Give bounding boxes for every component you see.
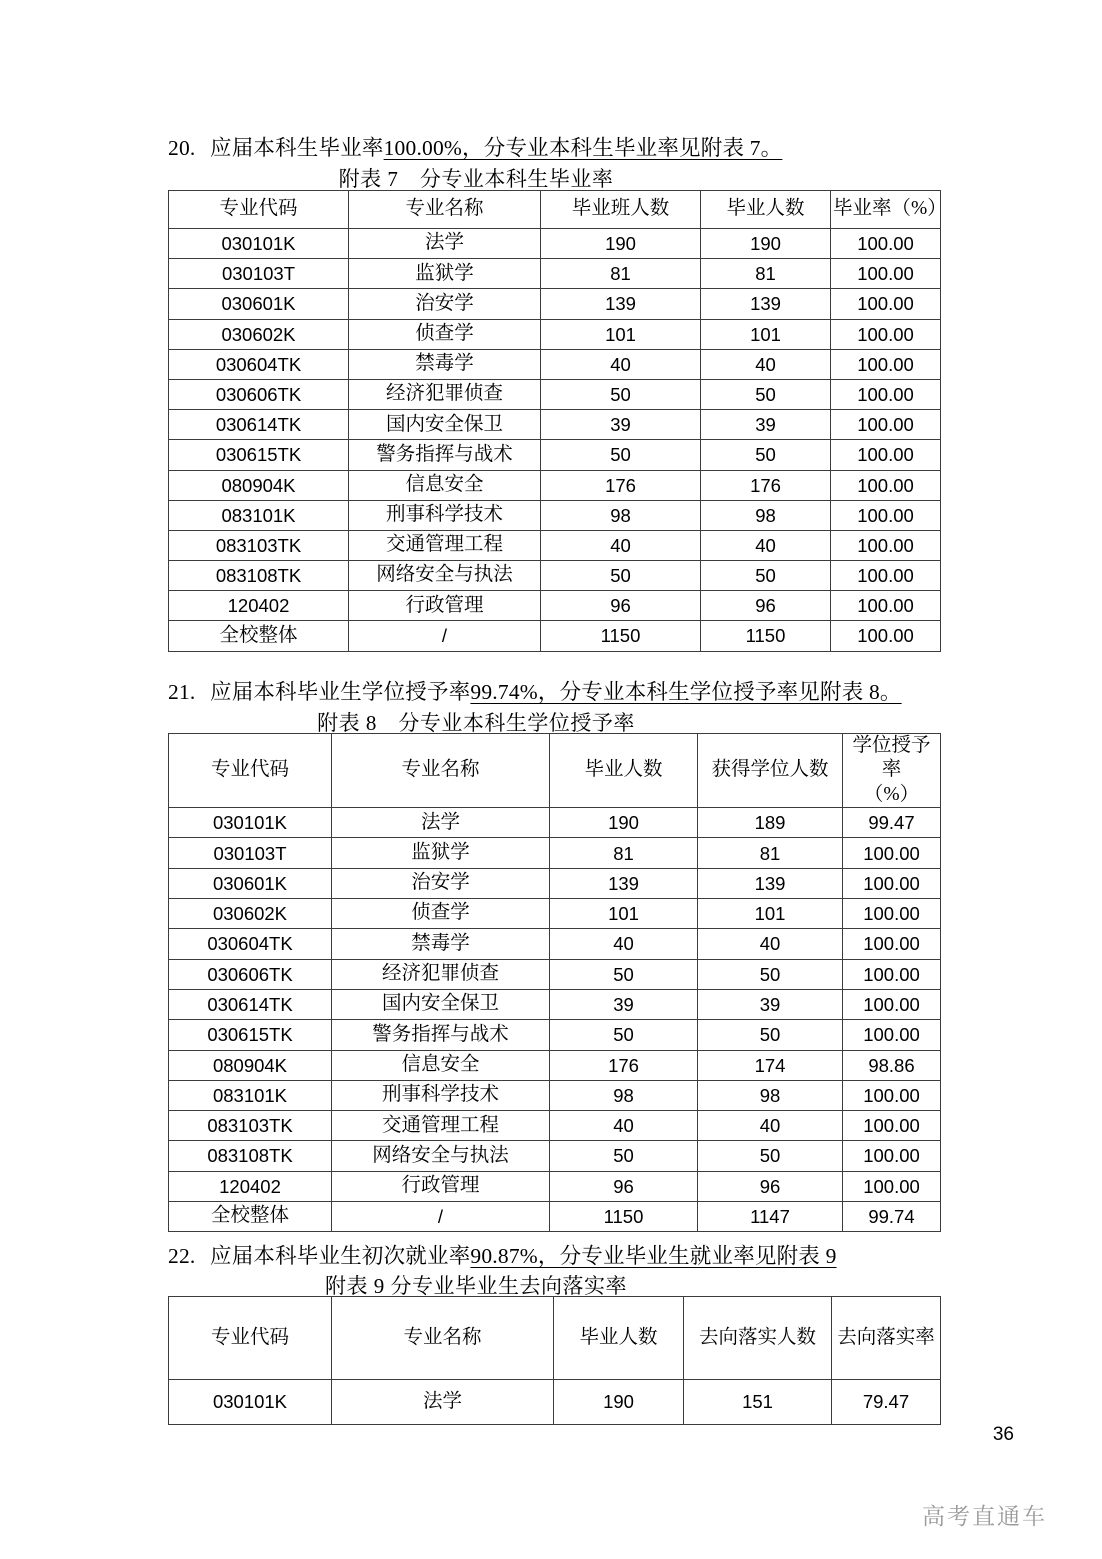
table-caption-8: 附表 8 分专业本科生学位授予率	[317, 711, 635, 735]
table-caption-9: 附表 9 分专业毕业生去向落实率	[325, 1274, 627, 1298]
cell-degree-recipients: 50	[698, 959, 843, 989]
column-header-placement-rate: 去向落实率	[832, 1297, 941, 1380]
table-row	[169, 1020, 941, 1050]
table-row	[169, 808, 941, 838]
cell-class-size: 81	[541, 259, 701, 289]
cell-major-name: 刑事科学技术	[332, 1080, 550, 1110]
cell-class-size: 96	[541, 591, 701, 621]
cell-graduates: 40	[550, 1111, 698, 1141]
cell-rate: 100.00	[831, 379, 941, 409]
cell-major-name: 警务指挥与战术	[349, 440, 541, 470]
section-lead-20: 应届本科生毕业率	[210, 136, 384, 160]
cell-major-code: 120402	[169, 1171, 332, 1201]
cell-graduates: 1150	[701, 621, 831, 651]
cell-major-code: 083108TK	[169, 561, 349, 591]
cell-rate: 100.00	[831, 470, 941, 500]
cell-major-name: 交通管理工程	[349, 530, 541, 560]
cell-major-name: 刑事科学技术	[349, 500, 541, 530]
cell-major-name: 监狱学	[332, 838, 550, 868]
cell-rate: 100.00	[843, 989, 941, 1019]
column-header-graduation-rate: 毕业率（%）	[831, 191, 941, 229]
cell-major-name: 国内安全保卫	[349, 410, 541, 440]
cell-major-name: 网络安全与执法	[349, 561, 541, 591]
cell-rate: 100.00	[843, 1080, 941, 1110]
cell-major-name: 侦查学	[349, 319, 541, 349]
cell-rate: 100.00	[843, 899, 941, 929]
cell-major-name: 法学	[349, 229, 541, 259]
cell-graduates: 50	[550, 1020, 698, 1050]
cell-graduates: 101	[550, 899, 698, 929]
cell-degree-recipients: 40	[698, 929, 843, 959]
table-row	[169, 989, 941, 1019]
cell-major-code: 030601K	[169, 868, 332, 898]
table-row	[169, 530, 941, 560]
table-total-row	[169, 1201, 941, 1231]
cell-major-code: 030615TK	[169, 1020, 332, 1050]
cell-graduates: 176	[550, 1050, 698, 1080]
column-header-major-name: 专业名称	[332, 734, 550, 808]
table-row	[169, 868, 941, 898]
cell-major-code: 083103TK	[169, 530, 349, 560]
degree-award-rate-line2: （%）	[863, 783, 920, 805]
table-row	[169, 1080, 941, 1110]
cell-graduates: 81	[550, 838, 698, 868]
degree-award-rate-line1: 学位授予率	[852, 735, 931, 781]
cell-major-name: 信息安全	[349, 470, 541, 500]
table-row	[169, 259, 941, 289]
cell-graduates: 50	[701, 440, 831, 470]
cell-major-code: 083108TK	[169, 1141, 332, 1171]
cell-major-name: 治安学	[332, 868, 550, 898]
cell-rate: 100.00	[831, 591, 941, 621]
cell-rate: 100.00	[831, 349, 941, 379]
table-row	[169, 500, 941, 530]
cell-graduates: 50	[550, 1141, 698, 1171]
table-row	[169, 410, 941, 440]
cell-major-name: 行政管理	[332, 1171, 550, 1201]
cell-degree-recipients: 96	[698, 1171, 843, 1201]
table-row	[169, 929, 941, 959]
table-employment-rate-by-major	[168, 1296, 941, 1425]
cell-placed-count: 151	[684, 1380, 832, 1425]
cell-major-name: 禁毒学	[332, 929, 550, 959]
cell-graduates: 101	[701, 319, 831, 349]
table-total-row	[169, 621, 941, 651]
cell-rate: 100.00	[831, 500, 941, 530]
table-row	[169, 591, 941, 621]
cell-graduates: 98	[550, 1080, 698, 1110]
cell-major-code: 083101K	[169, 500, 349, 530]
cell-rate: 100.00	[831, 410, 941, 440]
cell-class-size: 190	[541, 229, 701, 259]
table-row	[169, 440, 941, 470]
cell-rate: 100.00	[843, 1111, 941, 1141]
cell-major-code: 120402	[169, 591, 349, 621]
cell-rate: 99.74	[843, 1201, 941, 1231]
table9-body	[169, 1380, 941, 1425]
cell-degree-recipients: 40	[698, 1111, 843, 1141]
cell-graduates: 98	[701, 500, 831, 530]
cell-major-code: 080904K	[169, 470, 349, 500]
cell-rate: 100.00	[831, 229, 941, 259]
table-row	[169, 1171, 941, 1201]
table-caption-7: 附表 7 分专业本科生毕业率	[338, 167, 614, 191]
cell-major-name: 交通管理工程	[332, 1111, 550, 1141]
table8-body	[169, 808, 941, 1232]
cell-major-name: 监狱学	[349, 259, 541, 289]
column-header-major-code: 专业代码	[169, 734, 332, 808]
section-underlined-20: 100.00%，分专业本科生毕业率见附表 7。	[383, 136, 783, 160]
cell-rate: 100.00	[831, 530, 941, 560]
cell-class-size: 139	[541, 289, 701, 319]
section-heading-21	[168, 677, 902, 707]
cell-degree-recipients: 139	[698, 868, 843, 898]
cell-major-code: 083103TK	[169, 1111, 332, 1141]
cell-graduates: 96	[701, 591, 831, 621]
cell-major-code: 030101K	[169, 808, 332, 838]
cell-major-code: 083101K	[169, 1080, 332, 1110]
cell-major-code: 030606TK	[169, 959, 332, 989]
cell-major-name: 侦查学	[332, 899, 550, 929]
cell-class-size: 1150	[541, 621, 701, 651]
cell-rate: 100.00	[843, 1171, 941, 1201]
table-row	[169, 959, 941, 989]
column-header-major-code: 专业代码	[169, 1297, 332, 1380]
cell-major-name: 网络安全与执法	[332, 1141, 550, 1171]
cell-rate: 99.47	[843, 808, 941, 838]
column-header-graduates: 毕业人数	[550, 734, 698, 808]
cell-major-code: 030103T	[169, 838, 332, 868]
cell-rate: 100.00	[843, 929, 941, 959]
cell-rate: 100.00	[843, 959, 941, 989]
table-row	[169, 1050, 941, 1080]
section-number-20: 20.	[168, 136, 196, 160]
section-heading-22	[168, 1241, 837, 1271]
cell-class-size: 39	[541, 410, 701, 440]
column-header-class-size: 毕业班人数	[541, 191, 701, 229]
cell-graduates: 40	[550, 929, 698, 959]
section-lead-21: 应届本科毕业生学位授予率	[210, 680, 471, 704]
cell-major-code: 080904K	[169, 1050, 332, 1080]
cell-degree-recipients: 1147	[698, 1201, 843, 1231]
cell-major-code: 030602K	[169, 319, 349, 349]
cell-total-label: 全校整体	[169, 621, 349, 651]
cell-major-code: 030601K	[169, 289, 349, 319]
table-row	[169, 1111, 941, 1141]
cell-graduates: 190	[550, 808, 698, 838]
cell-class-size: 50	[541, 440, 701, 470]
cell-major-name: 行政管理	[349, 591, 541, 621]
table-row	[169, 899, 941, 929]
table-header-row	[169, 1297, 941, 1380]
section-underlined-22: 90.87%，分专业毕业生就业率见附表 9	[470, 1244, 837, 1268]
cell-class-size: 98	[541, 500, 701, 530]
cell-rate: 98.86	[843, 1050, 941, 1080]
cell-major-name: 禁毒学	[349, 349, 541, 379]
cell-rate: 100.00	[843, 1141, 941, 1171]
table-header-row	[169, 734, 941, 808]
cell-major-name: 警务指挥与战术	[332, 1020, 550, 1050]
cell-graduates: 176	[701, 470, 831, 500]
cell-major-name: 国内安全保卫	[332, 989, 550, 1019]
table-row	[169, 379, 941, 409]
cell-class-size: 40	[541, 349, 701, 379]
column-header-degree-recipients: 获得学位人数	[698, 734, 843, 808]
column-header-major-name: 专业名称	[349, 191, 541, 229]
cell-degree-recipients: 81	[698, 838, 843, 868]
cell-major-name: 法学	[332, 808, 550, 838]
table-row	[169, 561, 941, 591]
cell-major-code: 030604TK	[169, 929, 332, 959]
cell-graduates: 40	[701, 530, 831, 560]
cell-graduates: 39	[550, 989, 698, 1019]
cell-major-code: 030604TK	[169, 349, 349, 379]
cell-graduates: 139	[701, 289, 831, 319]
column-header-major-code: 专业代码	[169, 191, 349, 229]
cell-major-code: 030103T	[169, 259, 349, 289]
table-row	[169, 229, 941, 259]
cell-degree-recipients: 189	[698, 808, 843, 838]
cell-rate: 100.00	[831, 259, 941, 289]
cell-major-name: 信息安全	[332, 1050, 550, 1080]
table-row	[169, 289, 941, 319]
cell-major-code: 030602K	[169, 899, 332, 929]
watermark: 高考直通车	[922, 1503, 1047, 1529]
cell-major-code: 030614TK	[169, 989, 332, 1019]
cell-rate: 100.00	[843, 868, 941, 898]
page-number: 36	[992, 1424, 1014, 1445]
cell-graduates: 50	[701, 379, 831, 409]
cell-graduates: 81	[701, 259, 831, 289]
cell-rate: 100.00	[831, 289, 941, 319]
cell-class-size: 50	[541, 379, 701, 409]
section-heading-20	[168, 133, 782, 163]
cell-major-name: 经济犯罪侦查	[349, 379, 541, 409]
table-row	[169, 470, 941, 500]
cell-major-name: /	[349, 621, 541, 651]
cell-major-name: 法学	[332, 1380, 554, 1425]
cell-major-code: 030614TK	[169, 410, 349, 440]
section-number-22: 22.	[168, 1244, 196, 1268]
table-row	[169, 1141, 941, 1171]
cell-degree-recipients: 39	[698, 989, 843, 1019]
table-header-row	[169, 191, 941, 229]
cell-major-name: /	[332, 1201, 550, 1231]
table-row	[169, 349, 941, 379]
cell-major-code: 030101K	[169, 229, 349, 259]
cell-degree-recipients: 50	[698, 1020, 843, 1050]
column-header-degree-award-rate	[843, 734, 941, 808]
cell-degree-recipients: 98	[698, 1080, 843, 1110]
cell-degree-recipients: 50	[698, 1141, 843, 1171]
cell-major-name: 经济犯罪侦查	[332, 959, 550, 989]
table-row	[169, 838, 941, 868]
table-graduation-rate-by-major	[168, 190, 947, 652]
cell-total-label: 全校整体	[169, 1201, 332, 1231]
column-header-placed-count: 去向落实人数	[684, 1297, 832, 1380]
cell-major-name: 治安学	[349, 289, 541, 319]
cell-degree-recipients: 174	[698, 1050, 843, 1080]
cell-graduates: 190	[701, 229, 831, 259]
section-lead-22: 应届本科毕业生初次就业率	[210, 1244, 471, 1268]
cell-graduates: 50	[550, 959, 698, 989]
cell-graduates: 139	[550, 868, 698, 898]
cell-rate: 100.00	[831, 561, 941, 591]
cell-rate: 79.47	[832, 1380, 941, 1425]
cell-graduates: 96	[550, 1171, 698, 1201]
cell-rate: 100.00	[843, 838, 941, 868]
cell-degree-recipients: 101	[698, 899, 843, 929]
cell-major-code: 030615TK	[169, 440, 349, 470]
cell-graduates: 40	[701, 349, 831, 379]
cell-class-size: 101	[541, 319, 701, 349]
column-header-graduates: 毕业人数	[554, 1297, 684, 1380]
cell-major-code: 030606TK	[169, 379, 349, 409]
cell-graduates: 190	[554, 1380, 684, 1425]
cell-rate: 100.00	[831, 621, 941, 651]
table-row	[169, 319, 941, 349]
table7-body	[169, 229, 941, 652]
cell-class-size: 176	[541, 470, 701, 500]
column-header-graduates: 毕业人数	[701, 191, 831, 229]
cell-graduates: 50	[701, 561, 831, 591]
cell-rate: 100.00	[843, 1020, 941, 1050]
cell-rate: 100.00	[831, 319, 941, 349]
column-header-major-name: 专业名称	[332, 1297, 554, 1380]
cell-graduates: 1150	[550, 1201, 698, 1231]
cell-rate: 100.00	[831, 440, 941, 470]
cell-class-size: 40	[541, 530, 701, 560]
section-number-21: 21.	[168, 680, 196, 704]
table-row	[169, 1380, 941, 1425]
cell-class-size: 50	[541, 561, 701, 591]
cell-major-code: 030101K	[169, 1380, 332, 1425]
section-underlined-21: 99.74%，分专业本科生学位授予率见附表 8。	[470, 680, 902, 704]
table-degree-award-rate-by-major	[168, 733, 941, 1232]
cell-graduates: 39	[701, 410, 831, 440]
